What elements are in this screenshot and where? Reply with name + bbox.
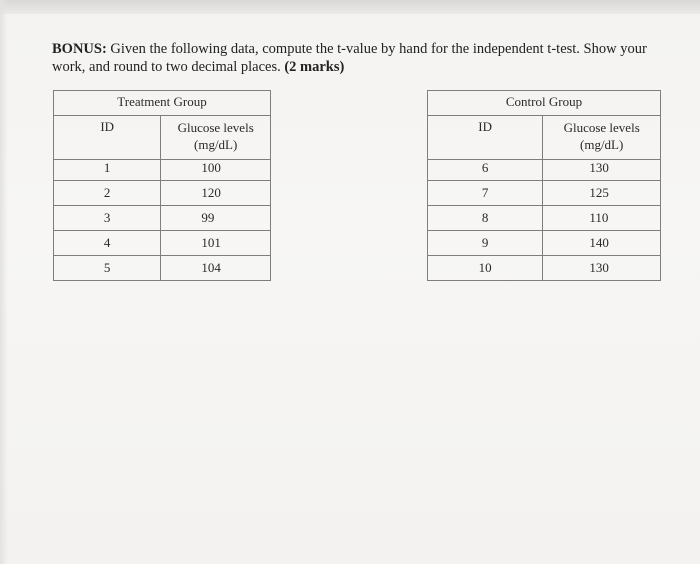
control-id-cell: 8: [428, 206, 543, 231]
treatment-id-cell: 1: [54, 160, 161, 181]
treatment-header-id: ID: [54, 116, 161, 160]
treatment-header-glucose: [161, 116, 271, 160]
table-row: [54, 181, 271, 206]
treatment-id-cell: 2: [54, 181, 161, 206]
question-bold-prefix: BONUS:: [52, 41, 107, 57]
treatment-glucose-cell: 100: [161, 160, 271, 181]
control-id-cell: 7: [428, 181, 543, 206]
control-id-cell: 9: [428, 231, 543, 256]
control-glucose-cell: 110: [543, 206, 661, 231]
treatment-glucose-cell: 101: [161, 231, 271, 256]
control-header-glucose-units: (mg/dL): [580, 137, 624, 152]
table-row: [428, 231, 661, 256]
control-header-glucose-label: Glucose levels: [563, 120, 640, 135]
treatment-glucose-cell: 104: [161, 256, 271, 281]
control-glucose-cell: 130: [543, 160, 661, 181]
table-row: [428, 206, 661, 231]
control-glucose-cell: 140: [543, 231, 661, 256]
control-header-id: ID: [428, 116, 543, 160]
bonus-question: [52, 40, 672, 76]
control-glucose-cell: 130: [543, 256, 661, 281]
page-shadow: [0, 0, 8, 564]
treatment-id-cell: 4: [54, 231, 161, 256]
treatment-glucose-cell: 99: [161, 206, 271, 231]
table-row: [54, 160, 271, 181]
control-table-title: Control Group: [428, 91, 661, 116]
paper-top-edge: [0, 0, 700, 14]
table-row: [54, 256, 271, 281]
treatment-header-glucose-units: (mg/dL): [194, 137, 238, 152]
table-row: [428, 181, 661, 206]
table-row: [428, 160, 661, 181]
table-row: [428, 256, 661, 281]
control-id-cell: 10: [428, 256, 543, 281]
treatment-glucose-cell: 120: [161, 181, 271, 206]
treatment-header-glucose-label: Glucose levels: [177, 120, 254, 135]
question-text: Given the following data, compute the t-value by hand for the independent t-test. Show your work, and round to two decimal places.: [52, 41, 647, 75]
treatment-group-table: [53, 90, 271, 281]
control-group-table: [427, 90, 661, 281]
control-header-glucose: [543, 116, 661, 160]
treatment-table-title: Treatment Group: [54, 91, 271, 116]
treatment-id-cell: 5: [54, 256, 161, 281]
treatment-id-cell: 3: [54, 206, 161, 231]
table-row: [54, 231, 271, 256]
control-glucose-cell: 125: [543, 181, 661, 206]
table-row: [54, 206, 271, 231]
question-marks: (2 marks): [284, 59, 345, 75]
control-id-cell: 6: [428, 160, 543, 181]
